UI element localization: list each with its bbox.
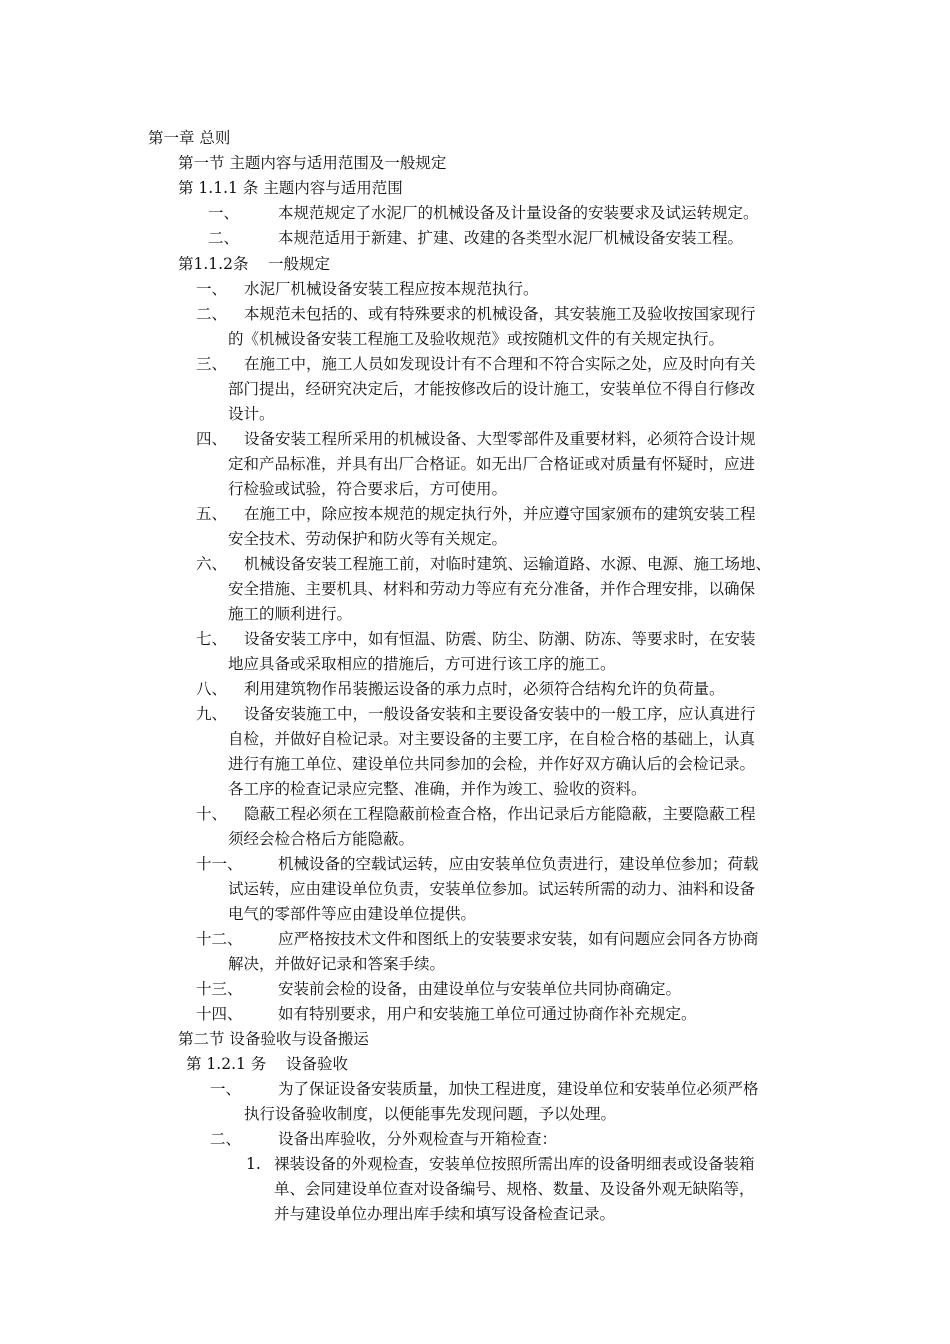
list-marker: 五、 <box>196 505 228 523</box>
list-item-line: 设计。 <box>228 405 275 423</box>
list-marker: 七、 <box>196 630 228 648</box>
list-marker: 十三、 <box>196 980 243 998</box>
list-marker: 八、 <box>196 680 228 698</box>
list-item-line: 定和产品标准，并具有出厂合格证。如无出厂合格证或对质量有怀疑时，应进 <box>228 455 756 473</box>
list-marker: 二、 <box>208 229 240 247</box>
list-marker: 十、 <box>196 805 228 823</box>
list-marker: 三、 <box>196 355 228 373</box>
list-item-line: 须经会检合格后方能隐蔽。 <box>228 830 415 848</box>
list-marker: 六、 <box>196 555 228 573</box>
list-item-line: 进行有施工单位、建设单位共同参加的会检，并作好双方确认后的会检记录。 <box>228 755 756 773</box>
list-marker: 二、 <box>196 305 228 323</box>
sub-list-marker: 1. <box>246 1155 261 1173</box>
list-marker: 十二、 <box>196 930 243 948</box>
list-item-line: 机械设备的空载试运转，应由安装单位负责进行，建设单位参加；荷载 <box>278 855 759 873</box>
list-item-line: 设备安装工序中，如有恒温、防震、防尘、防潮、防冻、等要求时，在安装 <box>244 630 756 648</box>
list-item-line: 为了保证设备安装质量，加快工程进度，建设单位和安装单位必须严格 <box>278 1080 759 1098</box>
list-marker: 四、 <box>196 430 228 448</box>
list-item-line: 安全技术、劳动保护和防火等有关规定。 <box>228 530 508 548</box>
list-item-line: 隐蔽工程必须在工程隐蔽前检查合格，作出记录后方能隐蔽，主要隐蔽工程 <box>244 805 756 823</box>
list-item-line: 水泥厂机械设备安装工程应按本规范执行。 <box>244 280 539 298</box>
list-marker: 一、 <box>208 204 240 222</box>
list-item-line: 应严格按技术文件和图纸上的安装要求安装，如有问题应会同各方协商 <box>278 930 759 948</box>
list-item-line: 施工的顺利进行。 <box>228 605 353 623</box>
list-item-line: 在施工中，除应按本规范的规定执行外，并应遵守国家颁布的建筑安装工程 <box>244 505 756 523</box>
list-item-line: 本规范未包括的、或有特殊要求的机械设备，其安装施工及验收按国家现行 <box>244 305 756 323</box>
list-item-line: 各工序的检查记录应完整、准确，并作为竣工、验收的资料。 <box>228 780 647 798</box>
list-item-line: 在施工中，施工人员如发现设计有不合理和不符合实际之处，应及时向有关 <box>244 355 756 373</box>
list-item-line: 设备出库验收，分外观检查与开箱检查： <box>278 1130 558 1148</box>
list-item-line: 解决，并做好记录和答案手续。 <box>228 955 446 973</box>
list-item-line: 安全措施、主要机具、材料和劳动力等应有充分准备，并作合理安排，以确保 <box>228 580 756 598</box>
list-marker: 一、 <box>196 280 228 298</box>
section-2-title: 第二节 设备验收与设备搬运 <box>178 1030 369 1048</box>
list-marker: 一、 <box>210 1080 242 1098</box>
list-item-line: 设备安装工程所采用的机械设备、大型零部件及重要材料，必须符合设计规 <box>244 430 756 448</box>
article-1-2-1-number: 第 1.2.1 务 <box>186 1055 267 1073</box>
list-item-line: 试运转，应由建设单位负责，安装单位参加。试运转所需的动力、油料和设备 <box>228 880 756 898</box>
list-item-line: 地应具备或采取相应的措施后，方可进行该工序的施工。 <box>228 655 616 673</box>
list-item-line: 电气的零部件等应由建设单位提供。 <box>228 905 477 923</box>
list-marker: 二、 <box>210 1130 242 1148</box>
list-item-line: 机械设备安装工程施工前，对临时建筑、运输道路、水源、电源、施工场地、 <box>244 555 772 573</box>
chapter-title: 第一章 总则 <box>148 129 231 147</box>
list-item-line: 的《机械设备安装工程施工及验收规范》或按随机文件的有关规定执行。 <box>228 330 725 348</box>
list-item-line: 安装前会检的设备，由建设单位与安装单位共同协商确定。 <box>278 980 682 998</box>
article-1-1-2-label: 一般规定 <box>268 255 331 273</box>
list-item-line: 行检验或试验，符合要求后，方可使用。 <box>228 480 508 498</box>
sub-list-line: 裸装设备的外观检查，安装单位按照所需出库的设备明细表或设备装箱 <box>274 1155 755 1173</box>
list-item-line: 部门提出，经研究决定后，才能按修改后的设计施工，安装单位不得自行修改 <box>228 380 756 398</box>
list-item-text: 本规范规定了水泥厂的机械设备及计量设备的安装要求及试运转规定。 <box>278 204 759 222</box>
article-1-1-1-title: 第 1.1.1 条 主题内容与适用范围 <box>178 179 403 197</box>
list-marker: 十一、 <box>196 855 243 873</box>
list-item-line: 设备安装施工中，一般设备安装和主要设备安装中的一般工序，应认真进行 <box>244 705 756 723</box>
list-marker: 九、 <box>196 705 228 723</box>
list-item-line: 自检，并做好自检记录。对主要设备的主要工序，在自检合格的基础上，认真 <box>228 730 756 748</box>
sub-list-line: 并与建设单位办理出库手续和填写设备检查记录。 <box>274 1205 616 1223</box>
list-marker: 十四、 <box>196 1005 243 1023</box>
article-1-1-2-number: 第1.1.2条 <box>178 255 249 273</box>
section-1-title: 第一节 主题内容与适用范围及一般规定 <box>178 154 447 172</box>
sub-list-line: 单、会同建设单位查对设备编号、规格、数量、及设备外观无缺陷等， <box>274 1180 755 1198</box>
list-item-line: 利用建筑物作吊装搬运设备的承力点时，必须符合结构允许的负荷量。 <box>244 680 725 698</box>
list-item-line: 执行设备验收制度，以便能事先发现问题，予以处理。 <box>244 1105 617 1123</box>
list-item-text: 本规范适用于新建、扩建、改建的各类型水泥厂机械设备安装工程。 <box>278 229 744 247</box>
article-1-2-1-label: 设备验收 <box>286 1055 349 1073</box>
list-item-line: 如有特别要求，用户和安装施工单位可通过协商作补充规定。 <box>278 1005 697 1023</box>
